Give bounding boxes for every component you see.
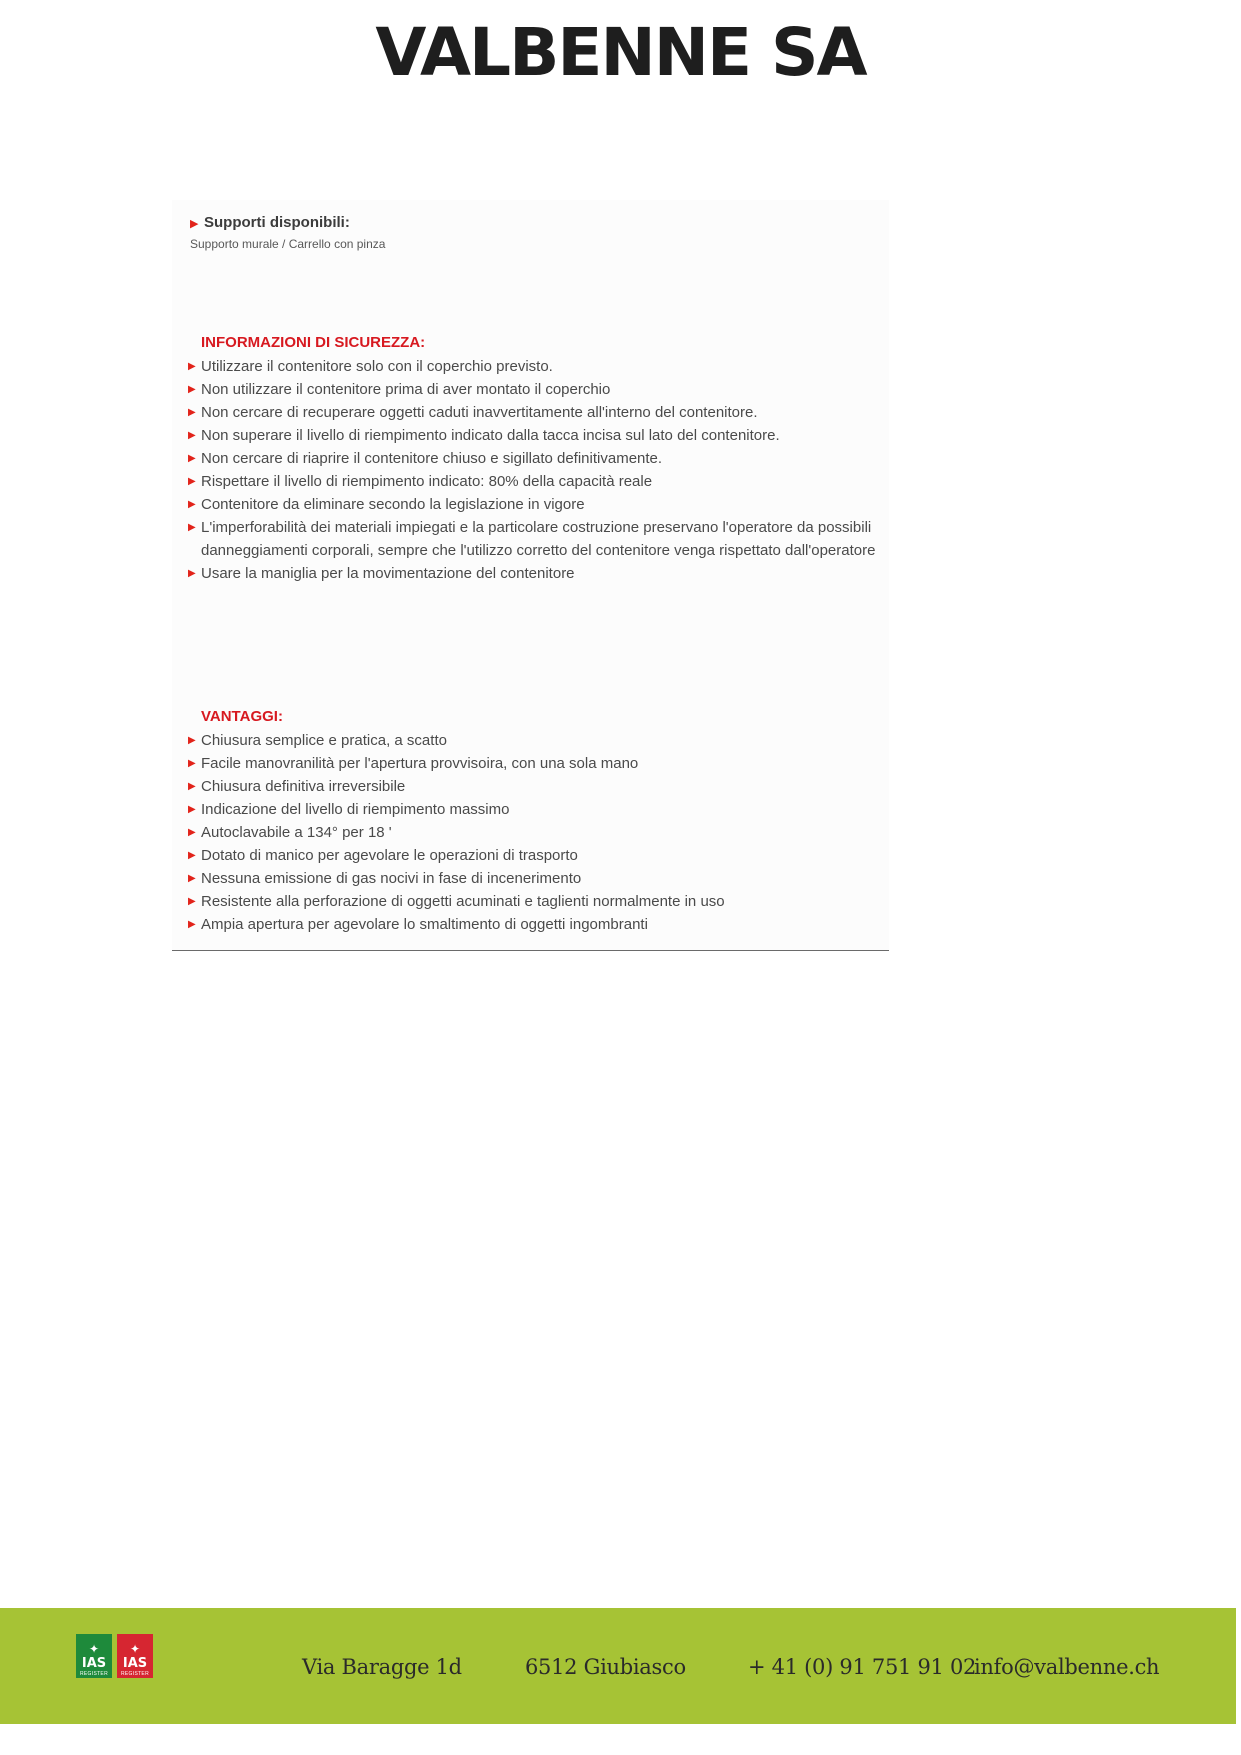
advantage-item-text: Indicazione del livello di riempimento massimo: [201, 801, 510, 818]
footer-bar: [0, 1608, 1236, 1724]
advantage-item-text: Autoclavabile a 134° per 18 ': [201, 824, 392, 841]
supports-section: [172, 214, 889, 251]
advantage-item-text: Chiusura semplice e pratica, a scatto: [201, 732, 447, 749]
safety-item: [172, 355, 889, 378]
advantage-item: [172, 913, 889, 936]
triangle-right-icon: ▶: [188, 453, 196, 464]
logo-label: IAS: [81, 1656, 107, 1671]
advantage-item: [172, 729, 889, 752]
advantage-item: [172, 798, 889, 821]
logo-label: IAS: [122, 1656, 148, 1671]
company-name: VALBENNE SA: [375, 14, 866, 91]
advantages-section: [172, 708, 889, 936]
safety-list: [172, 355, 889, 585]
triangle-right-icon: ▶: [188, 407, 196, 418]
ias-register-logo: [117, 1634, 153, 1678]
eagle-icon: ✦: [129, 1642, 141, 1656]
safety-item-text: Utilizzare il contenitore solo con il coperchio previsto.: [201, 358, 553, 375]
triangle-right-icon: ▶: [188, 804, 196, 815]
footer-phone: + 41 (0) 91 751 91 02: [748, 1655, 977, 1679]
triangle-right-icon: ▶: [188, 896, 196, 907]
safety-item: [172, 493, 889, 516]
safety-item-text: Contenitore da eliminare secondo la legislazione in vigore: [201, 496, 585, 513]
ias-register-logo: [76, 1634, 112, 1678]
advantage-item: [172, 844, 889, 867]
advantages-title: VANTAGGI:: [201, 708, 283, 725]
triangle-right-icon: ▶: [188, 430, 196, 441]
triangle-right-icon: ▶: [188, 499, 196, 510]
advantage-item-text: Dotato di manico per agevolare le operazioni di trasporto: [201, 847, 578, 864]
safety-item-text: Rispettare il livello di riempimento indicato: 80% della capacità reale: [201, 473, 653, 490]
supports-title: Supporti disponibili:: [204, 214, 350, 231]
safety-item: [172, 401, 889, 424]
advantages-list: [172, 729, 889, 936]
triangle-right-icon: ▶: [188, 476, 196, 487]
safety-item: [172, 424, 889, 447]
triangle-right-icon: ▶: [188, 850, 196, 861]
safety-item-text: Non superare il livello di riempimento indicato dalla tacca incisa sul lato del contenitore.: [201, 427, 780, 444]
footer-city: 6512 Giubiasco: [525, 1655, 686, 1679]
safety-item: [172, 378, 889, 401]
triangle-right-icon: ▶: [188, 873, 196, 884]
triangle-right-icon: ▶: [188, 361, 196, 372]
triangle-right-icon: ▶: [188, 781, 196, 792]
safety-item-text: L'imperforabilità dei materiali impiegati e la particolare costruzione preservano l'operatore da possibili danneggiamenti corporali, sempre che l'utilizzo corretto del contenitore venga rispettato dall'operatore: [201, 519, 876, 559]
triangle-right-icon: ▶: [188, 568, 196, 579]
safety-item: [172, 562, 889, 585]
triangle-right-icon: ▶: [188, 758, 196, 769]
advantage-item: [172, 890, 889, 913]
safety-item-text: Non utilizzare il contenitore prima di aver montato il coperchio: [201, 381, 611, 398]
advantage-item: [172, 752, 889, 775]
safety-item-text: Non cercare di riaprire il contenitore chiuso e sigillato definitivamente.: [201, 450, 663, 467]
advantage-item: [172, 775, 889, 798]
eagle-icon: ✦: [88, 1642, 100, 1656]
safety-item-text: Usare la maniglia per la movimentazione del contenitore: [201, 565, 575, 582]
advantage-item-text: Ampia apertura per agevolare lo smaltimento di oggetti ingombranti: [201, 916, 648, 933]
footer-email[interactable]: info@valbenne.ch: [974, 1655, 1160, 1679]
footer-street: Via Baragge 1d: [302, 1655, 462, 1679]
safety-item-text: Non cercare di recuperare oggetti caduti inavvertitamente all'interno del contenitore.: [201, 404, 758, 421]
triangle-right-icon: ▶: [190, 218, 199, 230]
supports-text: Supporto murale / Carrello con pinza: [190, 237, 386, 251]
safety-item: [172, 470, 889, 493]
safety-section: [172, 334, 889, 585]
product-info-sheet: [172, 200, 889, 951]
advantage-item-text: Nessuna emissione di gas nocivi in fase di incenerimento: [201, 870, 582, 887]
advantage-item: [172, 867, 889, 890]
advantage-item-text: Facile manovranilità per l'apertura provvisoira, con una sola mano: [201, 755, 639, 772]
advantage-item: [172, 821, 889, 844]
advantage-item-text: Resistente alla perforazione di oggetti acuminati e taglienti normalmente in uso: [201, 893, 725, 910]
triangle-right-icon: ▶: [188, 827, 196, 838]
logo-sub: REGISTER: [80, 1671, 108, 1677]
logo-sub: REGISTER: [121, 1671, 149, 1677]
triangle-right-icon: ▶: [188, 735, 196, 746]
safety-item: [172, 516, 889, 562]
safety-item: [172, 447, 889, 470]
safety-title: INFORMAZIONI DI SICUREZZA:: [201, 334, 426, 351]
triangle-right-icon: ▶: [188, 919, 196, 930]
triangle-right-icon: ▶: [188, 522, 196, 533]
advantage-item-text: Chiusura definitiva irreversibile: [201, 778, 406, 795]
triangle-right-icon: ▶: [188, 384, 196, 395]
